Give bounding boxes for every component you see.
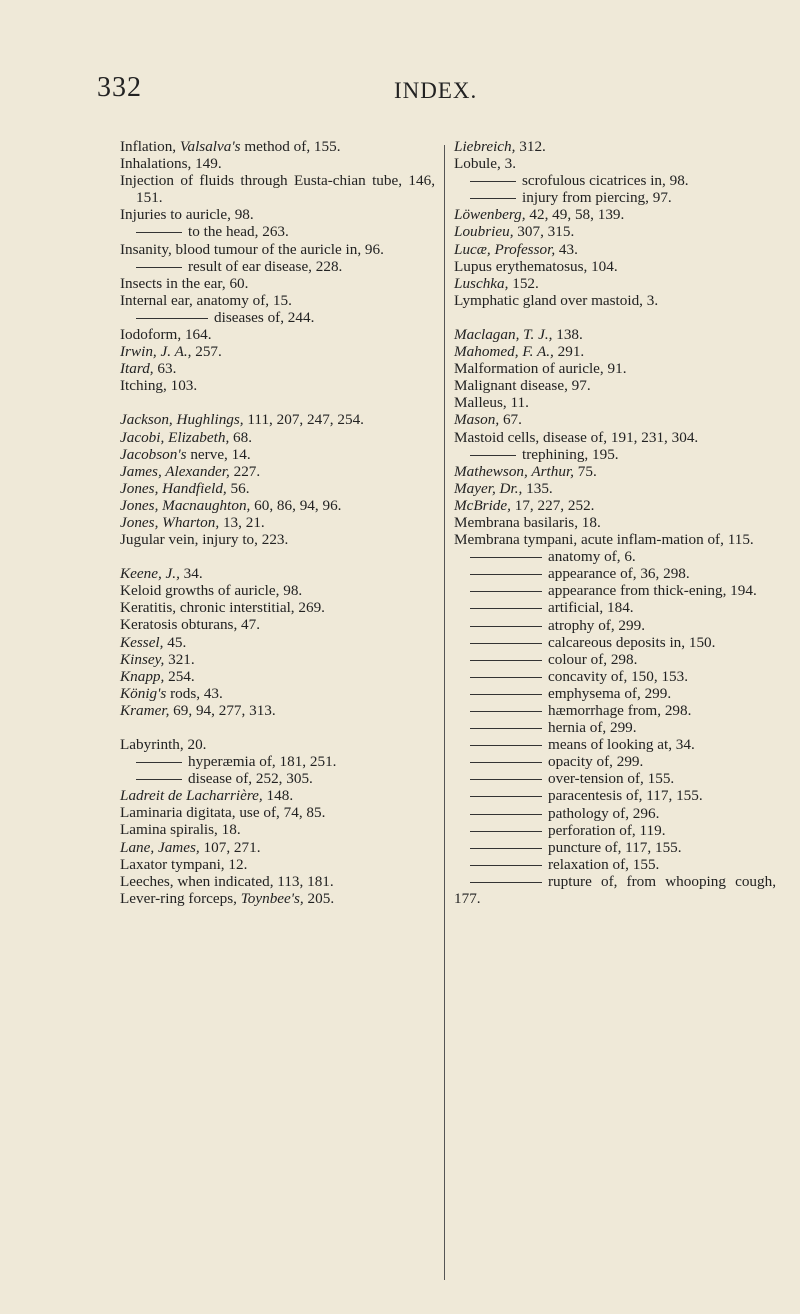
ditto-dash xyxy=(136,762,182,763)
index-column-left xyxy=(120,138,435,907)
entry-text: Lobule, 3. xyxy=(454,155,517,173)
index-subentry xyxy=(120,258,435,275)
ditto-dash xyxy=(470,865,542,866)
entry-pages: 69, 94, 277, 313. xyxy=(169,701,276,719)
entry-text: Internal ear, anatomy of, 15. xyxy=(120,291,292,309)
index-subentry xyxy=(454,189,776,206)
entry-name-italic: Ladreit de Lacharrière, xyxy=(120,787,263,805)
entry-pages: 138. xyxy=(552,325,583,343)
entry-pages: rods, 43. xyxy=(166,684,223,702)
entry-name-italic: Luschka, xyxy=(454,274,509,292)
entry-text: anatomy of, 6. xyxy=(548,548,636,566)
entry-text: Laminaria digitata, use of, 74, 85. xyxy=(120,804,326,822)
entry-name-italic: Kessel, xyxy=(120,633,164,651)
entry-pages: 148. xyxy=(262,787,294,805)
entry-text: over-tension of, 155. xyxy=(548,770,675,788)
entry-text: Labyrinth, 20. xyxy=(120,736,207,753)
index-entry xyxy=(454,223,776,240)
entry-text: Inflation, xyxy=(120,138,180,155)
entry-pages: 42, 49, 58, 139. xyxy=(525,206,625,224)
entry-text: injury from piercing, 97. xyxy=(522,189,672,207)
index-entry xyxy=(120,138,435,155)
entry-name-italic: Jacobson's xyxy=(120,445,187,463)
index-entry xyxy=(120,599,435,616)
index-entry xyxy=(120,241,435,258)
ditto-dash xyxy=(136,232,182,233)
entry-name-italic: Maclagan, T. J., xyxy=(454,325,553,343)
ditto-dash xyxy=(470,711,542,712)
ditto-dash xyxy=(470,814,542,815)
entry-pages: 34. xyxy=(179,565,203,583)
entry-name-italic: Loubrieu, xyxy=(454,223,514,241)
entry-text: Jugular vein, injury to, 223. xyxy=(120,531,289,549)
entry-pages: 56. xyxy=(226,479,250,497)
index-entry xyxy=(454,275,776,292)
entry-pages: 68. xyxy=(229,428,253,446)
ditto-dash xyxy=(470,591,542,592)
entry-text: pathology of, 296. xyxy=(548,804,660,822)
entry-name-italic: Knapp, xyxy=(120,667,165,685)
index-entry xyxy=(120,155,435,172)
entry-pages: 312. xyxy=(515,138,546,155)
letter-group-gap xyxy=(120,719,435,736)
entry-text: trephining, 195. xyxy=(522,445,619,463)
entry-text: Lamina spiralis, 18. xyxy=(120,821,241,839)
entry-text: rupture of, from whooping cough, 177. xyxy=(454,872,776,908)
index-entry xyxy=(120,890,435,907)
index-subentry xyxy=(454,582,776,599)
index-subentry xyxy=(454,805,776,822)
index-entry xyxy=(120,804,435,821)
entry-text: perforation of, 119. xyxy=(548,821,666,839)
entry-text: Lymphatic gland over mastoid, 3. xyxy=(454,291,659,309)
entry-name-italic: Jacobi, Elizabeth, xyxy=(120,428,230,446)
entry-name-italic: Lucæ, Professor, xyxy=(454,240,556,258)
entry-pages: 13, 21. xyxy=(219,513,265,531)
index-subentry xyxy=(454,856,776,873)
entry-text: Keratitis, chronic interstitial, 269. xyxy=(120,599,325,617)
letter-group-gap xyxy=(120,394,435,411)
entry-pages: 67. xyxy=(499,411,522,429)
entry-name-italic: Mayer, Dr., xyxy=(454,479,523,497)
index-entry xyxy=(120,377,435,394)
index-entry xyxy=(120,685,435,702)
index-subentry xyxy=(454,822,776,839)
ditto-dash xyxy=(136,267,182,268)
entry-pages: 227. xyxy=(229,462,261,480)
index-entry xyxy=(120,839,435,856)
index-subentry xyxy=(120,770,435,787)
entry-text: calcareous deposits in, 150. xyxy=(548,633,716,651)
index-entry xyxy=(454,463,776,480)
ditto-dash xyxy=(470,728,542,729)
index-entry xyxy=(120,343,435,360)
index-subentry xyxy=(454,617,776,634)
index-entry xyxy=(454,531,776,548)
index-entry xyxy=(120,463,435,480)
index-entry xyxy=(454,360,776,377)
index-entry xyxy=(454,241,776,258)
entry-text: puncture of, 117, 155. xyxy=(548,838,682,856)
entry-text: relaxation of, 155. xyxy=(548,855,660,873)
index-entry xyxy=(120,873,435,890)
ditto-dash xyxy=(470,455,516,456)
entry-name-italic: Toynbee's, xyxy=(240,889,304,907)
index-entry xyxy=(454,480,776,497)
ditto-dash xyxy=(470,198,516,199)
index-subentry xyxy=(454,446,776,463)
entry-text: emphysema of, 299. xyxy=(548,684,672,702)
entry-text: hernia of, 299. xyxy=(548,719,637,737)
entry-name-italic: Jones, Macnaughton, xyxy=(120,496,251,514)
entry-pages: 107, 271. xyxy=(199,838,261,856)
index-entry xyxy=(120,634,435,651)
entry-text: Membrana basilaris, 18. xyxy=(454,513,601,531)
entry-name-italic: Mason, xyxy=(454,411,500,429)
index-entry xyxy=(120,411,435,428)
entry-text: Membrana tympani, acute inflam-mation of, 115. xyxy=(454,531,754,549)
index-entry xyxy=(454,411,776,428)
index-entry xyxy=(120,616,435,633)
index-entry xyxy=(120,856,435,873)
index-entry xyxy=(120,651,435,668)
entry-text: concavity of, 150, 153. xyxy=(548,667,689,685)
index-subentry xyxy=(120,309,435,326)
entry-text: hæmorrhage from, 298. xyxy=(548,702,692,719)
ditto-dash xyxy=(136,318,208,319)
entry-text: Injection of fluids through Eusta-chian tube, 146, 151. xyxy=(120,172,435,207)
index-entry xyxy=(120,531,435,548)
entry-text: Insanity, blood tumour of the auricle in, 96. xyxy=(120,240,384,258)
ditto-dash xyxy=(470,660,542,661)
index-entry xyxy=(120,582,435,599)
entry-text: atrophy of, 299. xyxy=(548,616,646,634)
index-subentry xyxy=(454,787,776,804)
index-subentry xyxy=(454,634,776,651)
index-entry xyxy=(454,155,776,172)
entry-name-italic: Lane, James, xyxy=(120,838,200,856)
column-divider xyxy=(444,145,445,1280)
running-head: INDEX. xyxy=(394,78,478,103)
index-entry xyxy=(454,497,776,514)
entry-name-italic: Löwenberg, xyxy=(454,206,526,224)
index-subentry xyxy=(454,702,776,719)
ditto-dash xyxy=(470,608,542,609)
entry-name-italic: Kramer, xyxy=(120,701,170,719)
entry-text: artificial, 184. xyxy=(548,599,634,617)
entry-text: Laxator tympani, 12. xyxy=(120,855,248,873)
entry-text: Itching, 103. xyxy=(120,377,198,395)
entry-text: appearance from thick-ening, 194. xyxy=(548,582,757,600)
index-subentry xyxy=(454,770,776,787)
entry-text: means of looking at, 34. xyxy=(548,736,695,754)
ditto-dash xyxy=(470,745,542,746)
entry-text: disease of, 252, 305. xyxy=(188,770,313,788)
ditto-dash xyxy=(470,694,542,695)
ditto-dash xyxy=(136,779,182,780)
entry-pages: 257. xyxy=(191,343,222,361)
letter-group-gap xyxy=(454,309,776,326)
entry-text: paracentesis of, 117, 155. xyxy=(548,787,703,805)
entry-name-italic: Liebreich, xyxy=(454,138,516,155)
entry-text: Leeches, when indicated, 113, 181. xyxy=(120,872,334,890)
entry-name-italic: Kinsey, xyxy=(120,650,165,668)
entry-name-italic: König's xyxy=(120,684,167,702)
index-subentry xyxy=(454,839,776,856)
entry-name-italic: Mahomed, F. A., xyxy=(454,343,554,361)
entry-text: Lever-ring forceps, xyxy=(120,889,241,907)
entry-text: Iodoform, 164. xyxy=(120,326,212,344)
ditto-dash xyxy=(470,831,542,832)
entry-text: scrofulous cicatrices in, 98. xyxy=(522,172,689,190)
index-subentry xyxy=(454,753,776,770)
entry-pages: 75. xyxy=(573,462,597,480)
entry-pages: 45. xyxy=(163,633,187,651)
entry-text: Malignant disease, 97. xyxy=(454,377,591,395)
entry-text: Inhalations, 149. xyxy=(120,155,222,173)
entry-name-italic: Mathewson, Arthur, xyxy=(454,462,574,480)
entry-text: Lupus erythematosus, 104. xyxy=(454,257,618,275)
index-entry xyxy=(120,326,435,343)
entry-name-italic: Jackson, Hughlings, xyxy=(120,411,244,429)
entry-name-italic: Itard, xyxy=(120,360,154,378)
entry-text: Malformation of auricle, 91. xyxy=(454,360,627,378)
entry-name-italic: Irwin, J. A., xyxy=(120,343,192,361)
index-entry xyxy=(454,326,776,343)
entry-name-italic: Jones, Wharton, xyxy=(120,513,220,531)
index-entry xyxy=(454,292,776,309)
entry-pages: nerve, 14. xyxy=(186,445,251,463)
index-subentry xyxy=(454,599,776,616)
entry-pages: 135. xyxy=(522,479,553,497)
ditto-dash xyxy=(470,762,542,763)
index-entry xyxy=(120,446,435,463)
index-entry xyxy=(454,206,776,223)
entry-name-italic: James, Alexander, xyxy=(120,462,230,480)
ditto-dash xyxy=(470,882,542,883)
ditto-dash xyxy=(470,677,542,678)
entry-text: result of ear disease, 228. xyxy=(188,257,343,275)
index-subentry xyxy=(454,651,776,668)
ditto-dash xyxy=(470,574,542,575)
entry-text: colour of, 298. xyxy=(548,650,638,668)
ditto-dash xyxy=(470,181,516,182)
entry-text: Mastoid cells, disease of, 191, 231, 304. xyxy=(454,428,699,446)
index-entry xyxy=(120,821,435,838)
entry-pages: 60, 86, 94, 96. xyxy=(250,496,342,514)
entry-pages: 152. xyxy=(508,274,539,292)
index-entry xyxy=(120,480,435,497)
entry-text: Keratosis obturans, 47. xyxy=(120,616,261,634)
index-entry xyxy=(120,514,435,531)
index-entry xyxy=(120,206,435,223)
ditto-dash xyxy=(470,848,542,849)
index-entry xyxy=(120,292,435,309)
entry-pages: method of, 155. xyxy=(240,138,341,155)
entry-text: to the head, 263. xyxy=(188,223,289,241)
index-entry xyxy=(120,172,435,206)
ditto-dash xyxy=(470,557,542,558)
index-subentry xyxy=(454,548,776,565)
entry-name-italic: Valsalva's xyxy=(179,138,241,155)
index-entry xyxy=(120,787,435,804)
entry-text: Malleus, 11. xyxy=(454,394,529,412)
entry-text: diseases of, 244. xyxy=(214,308,315,326)
index-entry xyxy=(454,258,776,275)
index-subentry xyxy=(454,873,776,907)
index-entry xyxy=(454,394,776,411)
index-entry xyxy=(120,275,435,292)
entry-name-italic: Keene, J., xyxy=(120,565,180,583)
entry-text: appearance of, 36, 298. xyxy=(548,565,690,583)
index-entry xyxy=(454,514,776,531)
entry-pages: 321. xyxy=(164,650,195,668)
index-entry xyxy=(454,429,776,446)
entry-text: opacity of, 299. xyxy=(548,753,644,771)
index-entry xyxy=(454,377,776,394)
entry-pages: 17, 227, 252. xyxy=(510,496,595,514)
index-subentry xyxy=(454,172,776,189)
entry-text: hyperæmia of, 181, 251. xyxy=(188,753,337,771)
entry-pages: 63. xyxy=(153,360,177,378)
entry-pages: 205. xyxy=(303,889,335,907)
index-entry xyxy=(120,736,435,753)
ditto-dash xyxy=(470,643,542,644)
ditto-dash xyxy=(470,779,542,780)
index-entry xyxy=(120,565,435,582)
letter-group-gap xyxy=(120,548,435,565)
index-entry xyxy=(454,138,776,155)
entry-name-italic: McBride, xyxy=(454,496,511,514)
ditto-dash xyxy=(470,626,542,627)
index-entry xyxy=(120,702,435,719)
index-subentry xyxy=(454,736,776,753)
entry-text: Keloid growths of auricle, 98. xyxy=(120,582,303,600)
index-entry xyxy=(120,497,435,514)
ditto-dash xyxy=(470,796,542,797)
entry-pages: 111, 207, 247, 254. xyxy=(243,411,364,429)
index-subentry xyxy=(120,223,435,240)
index-subentry xyxy=(454,685,776,702)
entry-pages: 307, 315. xyxy=(513,223,575,241)
entry-text: Injuries to auricle, 98. xyxy=(120,206,254,224)
index-subentry xyxy=(454,719,776,736)
index-subentry xyxy=(120,753,435,770)
index-column-right xyxy=(454,138,776,907)
entry-pages: 291. xyxy=(553,343,585,361)
index-entry xyxy=(120,429,435,446)
index-subentry xyxy=(454,668,776,685)
index-entry xyxy=(120,360,435,377)
entry-pages: 254. xyxy=(164,667,195,685)
entry-name-italic: Jones, Handfield, xyxy=(120,479,227,497)
entry-text: Insects in the ear, 60. xyxy=(120,274,249,292)
index-entry xyxy=(120,668,435,685)
page-number: 332 xyxy=(97,72,142,103)
entry-pages: 43. xyxy=(555,240,578,258)
index-entry xyxy=(454,343,776,360)
index-subentry xyxy=(454,565,776,582)
